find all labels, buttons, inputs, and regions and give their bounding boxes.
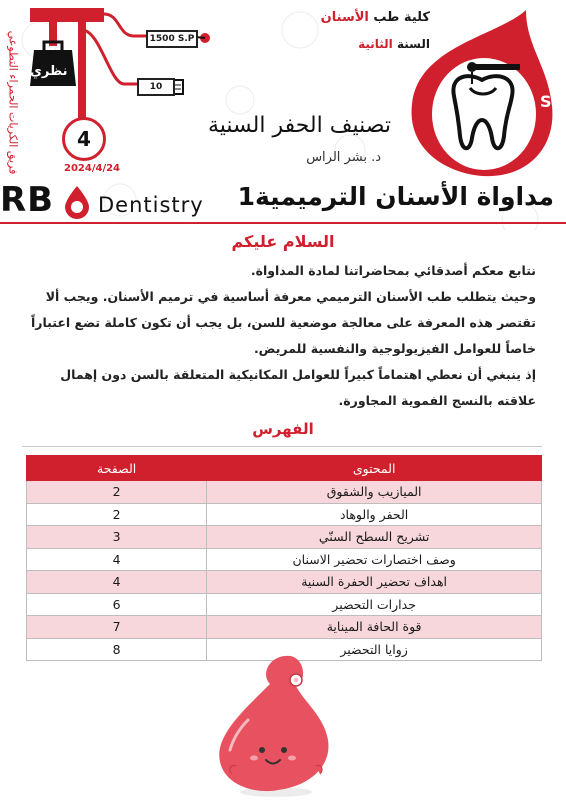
row-page: 6 — [27, 593, 207, 616]
logo-rb: RB — [0, 180, 55, 220]
header-divider — [0, 222, 566, 224]
lecture-date: 2024/4/24 — [64, 163, 121, 174]
college-name: كلية طب الأسنان — [320, 10, 430, 25]
index-header-page: الصفحة — [27, 456, 207, 481]
row-page: 2 — [27, 481, 207, 504]
intro-paragraph-3: إذ ينبغي أن نعطي اهتماماً كبيراً للعوامل المكانيكية المتعلقة بالسن دون إهمال علاقته بالنسج الفموية المجاورة. — [60, 367, 536, 408]
intro-text — [26, 258, 536, 414]
tooth-drop-icon — [398, 6, 562, 180]
blood-drop-mascot — [200, 640, 350, 800]
row-content: الميازيب والشقوق — [207, 481, 542, 504]
row-content: تشريح السطح السنّي — [207, 526, 542, 549]
greeting: السلام عليكم — [231, 232, 335, 251]
table-row — [27, 548, 542, 571]
row-content: جدارات التحضير — [207, 593, 542, 616]
pages-badge: 10 — [137, 78, 175, 96]
table-row — [27, 593, 542, 616]
index-table — [26, 455, 542, 661]
logo-drop-icon — [62, 184, 92, 220]
table-row — [27, 481, 542, 504]
row-content: زوايا التحضير — [207, 638, 542, 661]
team-side-text: فريق الكريات الحمراء التطوعي — [6, 30, 20, 175]
lecture-author: د. بشر الراس — [306, 150, 381, 165]
lecture-topic: تصنيف الحفر السنية — [207, 113, 391, 138]
row-page: 8 — [27, 638, 207, 661]
intro-paragraph-1: نتابع معكم أصدقائي بمحاضراتنا لمادة المداواة. — [250, 263, 536, 278]
row-page: 4 — [27, 548, 207, 571]
index-title: الفهرس — [252, 420, 314, 438]
academic-year: السنة الثانية — [358, 37, 430, 51]
logo-dentistry: Dentistry — [98, 193, 204, 217]
index-divider — [22, 446, 542, 447]
course-title: مداواة الأسنان الترميمية1 — [237, 182, 554, 211]
intro-paragraph-2: وحيث يتطلب طب الأسنان الترميمي معرفة أساسية في ترميم الأسنان. ويجب ألا تقتصر هذه المعرفة على معالجة موضعية للسن، بل يجب أن تكون كاملة تضع اعتباراً خاصاً للعوامل الفيزيولوجية والنفسية للمريض. — [31, 289, 536, 356]
drop-letter: S — [540, 92, 552, 111]
sp-badge: 1500 S.P — [146, 30, 198, 48]
row-page: 3 — [27, 526, 207, 549]
row-content: وصف اختصارات تحضير الاسنان — [207, 548, 542, 571]
table-row — [27, 616, 542, 639]
table-row — [27, 571, 542, 594]
row-page: 4 — [27, 571, 207, 594]
lecture-number: 4 — [62, 117, 106, 161]
row-content: اهداف تحضير الحفرة السنية — [207, 571, 542, 594]
row-content: الحفر والوهاد — [207, 503, 542, 526]
row-content: قوة الحافة الميناية — [207, 616, 542, 639]
row-page: 2 — [27, 503, 207, 526]
index-header-content: المحتوى — [207, 456, 542, 481]
lecture-type-label: نظري — [30, 64, 68, 79]
row-page: 7 — [27, 616, 207, 639]
scale-decoration — [0, 0, 230, 170]
table-row — [27, 503, 542, 526]
table-row — [27, 526, 542, 549]
